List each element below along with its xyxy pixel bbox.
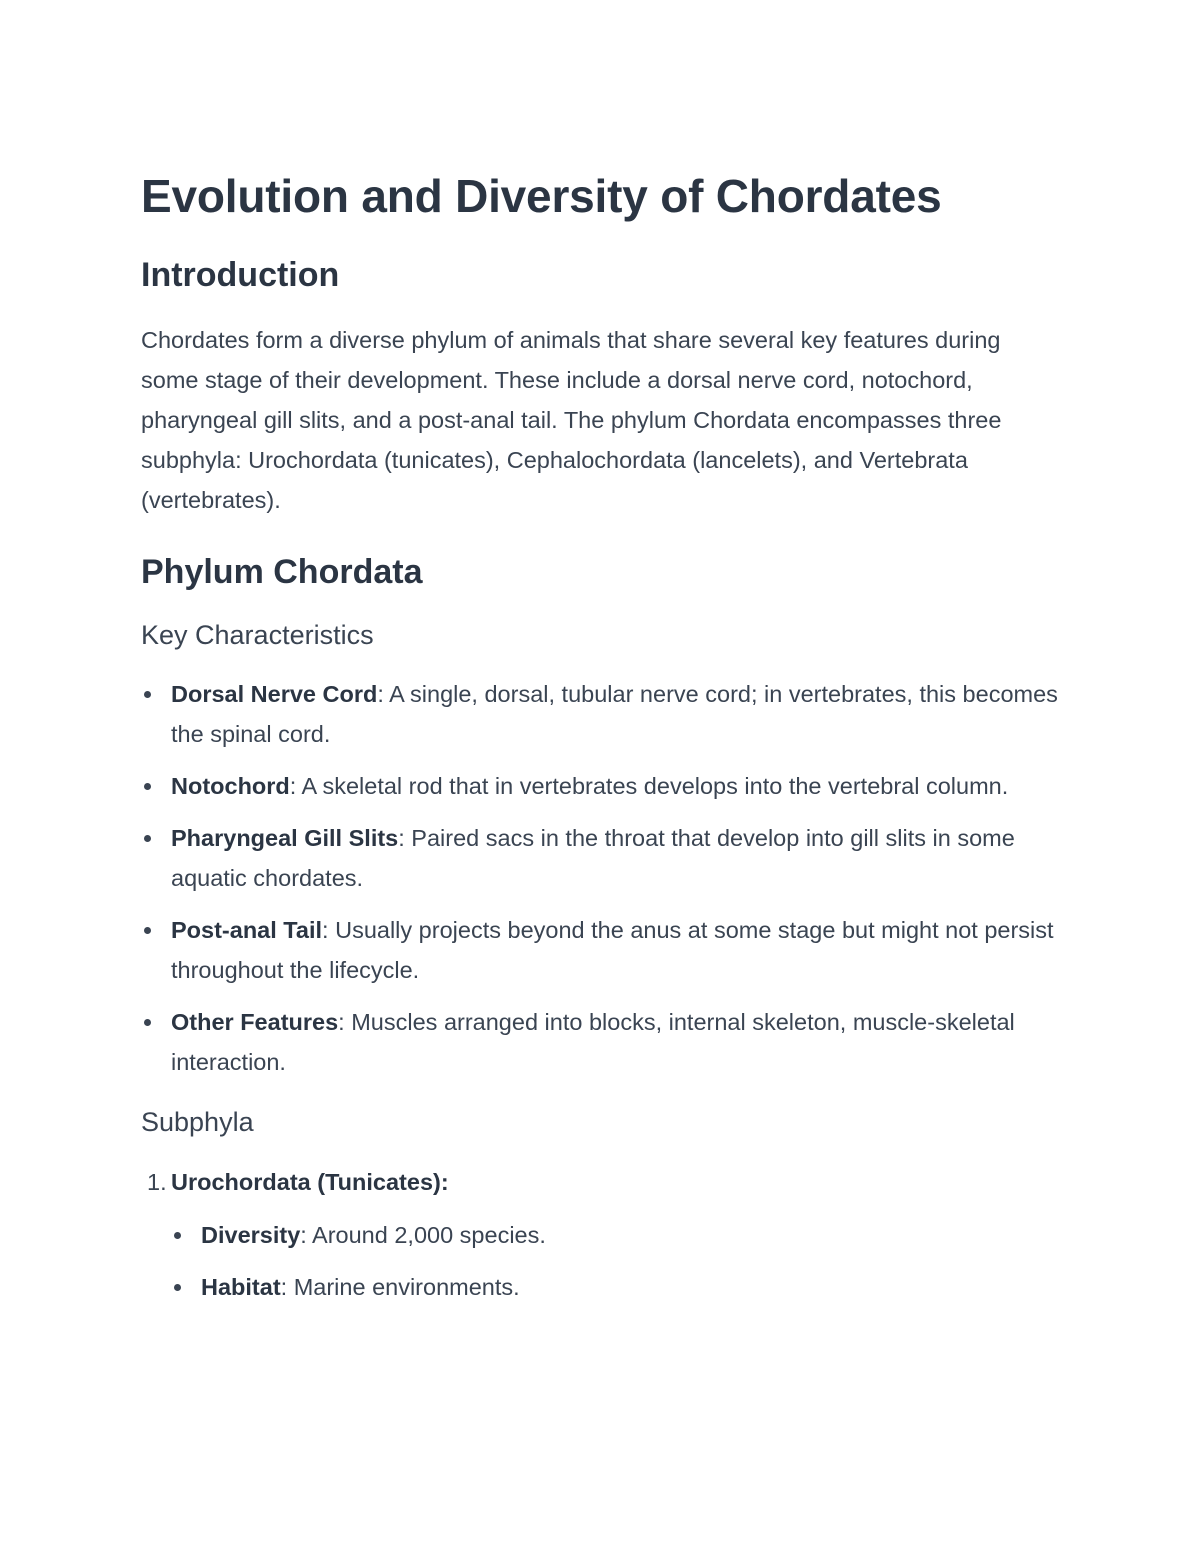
term-label: Dorsal Nerve Cord (171, 681, 378, 707)
list-item (171, 1215, 1071, 1255)
bullet-icon (144, 1019, 151, 1026)
document-page (141, 168, 1071, 1307)
term-label: Notochord (171, 773, 290, 799)
bullet-icon (144, 783, 151, 790)
subphylum-details-list (171, 1215, 1071, 1307)
term-label: Habitat (201, 1274, 281, 1300)
term-description: : A skeletal rod that in vertebrates develops into the vertebral column. (289, 773, 1009, 799)
term-label: Diversity (201, 1222, 301, 1248)
bullet-icon (174, 1232, 181, 1239)
term-description: : Muscles arranged into blocks, internal skeleton, muscle-skeletal interaction. (171, 1009, 1015, 1075)
bullet-icon (144, 927, 151, 934)
term-label: Post-anal Tail (171, 917, 323, 943)
term-description: : Paired sacs in the throat that develop into gill slits in some aquatic chordates. (171, 825, 1015, 891)
term-label: Other Features (171, 1009, 339, 1035)
list-item (141, 766, 1071, 806)
introduction-paragraph: Chordates form a diverse phylum of animals that share several key features during some stage of their development. These include a dorsal nerve cord, notochord, pharyngeal gill slits, and a post-anal tail. The phylum Chordata encompasses three subphyla: Urochordata (tunicates), Cephalochordata (lancelets), and Vertebrata (vertebrates). (141, 327, 1002, 513)
introduction-heading: Introduction (141, 256, 340, 294)
bullet-icon (144, 835, 151, 842)
term-description: : Marine environments. (280, 1274, 520, 1300)
subphylum-title: Urochordata (Tunicates): (171, 1169, 449, 1195)
subphyla-heading: Subphyla (141, 1107, 254, 1137)
list-item (141, 910, 1071, 990)
bullet-icon (174, 1284, 181, 1291)
list-item (171, 1267, 1071, 1307)
list-item (141, 818, 1071, 898)
phylum-heading: Phylum Chordata (141, 553, 423, 591)
term-description: : A single, dorsal, tubular nerve cord; in vertebrates, this becomes the spinal cord. (171, 681, 1058, 747)
list-number: 1. (147, 1169, 167, 1195)
key-characteristics-list (141, 674, 1071, 1082)
subphyla-list (141, 1162, 1071, 1202)
list-item (141, 1002, 1071, 1082)
term-description: : Around 2,000 species. (300, 1222, 546, 1248)
bullet-icon (144, 691, 151, 698)
list-item (141, 674, 1071, 754)
term-description: : Usually projects beyond the anus at some stage but might not persist throughout the lifecycle. (171, 917, 1054, 983)
term-label: Pharyngeal Gill Slits (171, 825, 399, 851)
document-title: Evolution and Diversity of Chordates (141, 170, 942, 222)
subphylum-item (141, 1162, 1071, 1202)
key-characteristics-heading: Key Characteristics (141, 620, 374, 650)
